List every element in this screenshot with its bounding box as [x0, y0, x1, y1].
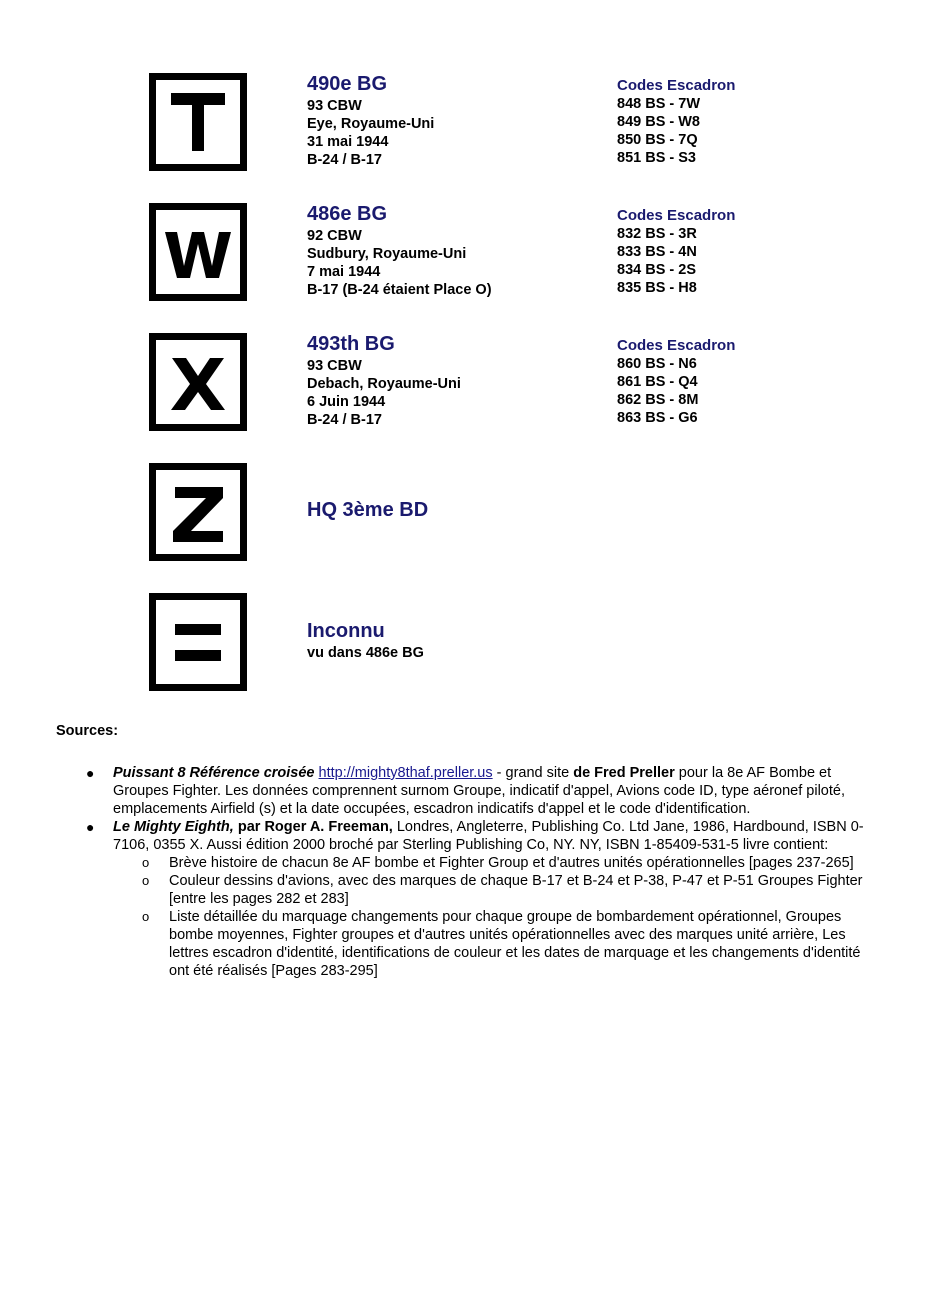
codes-title: Codes Escadron [617, 207, 736, 224]
code-line: 851 BS - S3 [617, 150, 696, 166]
wing-line: 93 CBW [307, 98, 362, 114]
code-line: 834 BS - 2S [617, 262, 696, 278]
letter-x-icon [156, 340, 240, 424]
sub-list-item [142, 872, 878, 908]
code-line: 860 BS - N6 [617, 356, 697, 372]
source-item [86, 764, 878, 818]
date-line: 31 mai 1944 [307, 134, 389, 150]
circle-bullet-icon: o [142, 873, 150, 888]
group-entry-486 [0, 203, 930, 303]
source-title: Puissant 8 Référence croisée [113, 765, 315, 781]
source-author: par Roger A. Freeman, [233, 819, 393, 835]
code-line: 833 BS - 4N [617, 244, 697, 260]
tail-marking-t-emblem [149, 73, 247, 171]
source-title: Le Mighty Eighth, [113, 819, 234, 835]
sources-list [86, 764, 878, 980]
code-line: 863 BS - G6 [617, 410, 698, 426]
aircraft-line: B-17 (B-24 étaient Place O) [307, 282, 492, 298]
source-item [86, 818, 878, 854]
code-line: 850 BS - 7Q [617, 132, 698, 148]
codes-title: Codes Escadron [617, 77, 736, 94]
aircraft-line: B-24 / B-17 [307, 152, 382, 168]
group-info [307, 333, 607, 429]
letter-t-icon [156, 80, 240, 164]
source-text: - grand site [492, 765, 574, 781]
group-entry-490 [0, 73, 930, 173]
sub-item-text: Couleur dessins d'avions, avec des marques de chaque B-17 et B-24 et P-38, P-47 et P-51 Groupes Fighter [entre les pages 282 et 283] [169, 873, 863, 907]
location-line: Eye, Royaume-Uni [307, 116, 435, 132]
code-line: 861 BS - Q4 [617, 374, 698, 390]
group-entry-hq [0, 463, 930, 563]
date-line: 6 Juin 1944 [307, 394, 386, 410]
code-line: 848 BS - 7W [617, 96, 700, 112]
code-line: 835 BS - H8 [617, 280, 697, 296]
squadron-codes [617, 207, 857, 297]
sources-heading: Sources: [56, 723, 119, 739]
sub-item-text: Liste détaillée du marquage changements pour chaque groupe de bombardement opérationnel, Groupes bombe moyennes, Fighter groupes et d'autres unités opérationnelles avec des marques unité arrière, Les lettres escadron d'identité, identifications de couleur et les dates de marquage et les changements d'identité ont été réalisés [Pages 283-295] [169, 909, 861, 979]
group-title: 490e BG [307, 73, 388, 95]
tail-marking-z-emblem [149, 463, 247, 561]
location-line: Sudbury, Royaume-Uni [307, 246, 467, 262]
letter-w-icon [156, 210, 240, 294]
code-line: 849 BS - W8 [617, 114, 700, 130]
sub-list-item [142, 854, 878, 872]
source-link[interactable]: http://mighty8thaf.preller.us [318, 765, 493, 781]
code-line: 862 BS - 8M [617, 392, 699, 408]
sub-item-text: Brève histoire de chacun 8e AF bombe et Fighter Group et d'autres unités opérationnelles [pages 237-265] [169, 855, 854, 871]
group-title: 486e BG [307, 203, 388, 225]
date-line: 7 mai 1944 [307, 264, 381, 280]
equals-sign-icon [156, 600, 240, 684]
group-title: 493th BG [307, 333, 395, 355]
wing-line: 93 CBW [307, 358, 362, 374]
circle-bullet-icon: o [142, 855, 150, 870]
tail-marking-equals-emblem [149, 593, 247, 691]
circle-bullet-icon: o [142, 909, 150, 924]
group-entry-unknown [0, 593, 930, 693]
source-text: Londres, Angleterre, Publishing Co. Ltd Jane, 1986, Hardbound, ISBN 0-7106, 0355 X. Aussi édition 2000 broché par Sterling Publishing Co, NY. NY, ISBN 1-85409-531-5 livre contient: [113, 819, 864, 853]
code-line: 832 BS - 3R [617, 226, 697, 242]
group-info [307, 73, 607, 169]
source-author: de Fred Preller [573, 765, 675, 781]
group-entry-493 [0, 333, 930, 433]
group-title: HQ 3ème BD [307, 499, 429, 521]
tail-marking-x-emblem [149, 333, 247, 431]
codes-title: Codes Escadron [617, 337, 736, 354]
squadron-codes [617, 337, 857, 427]
note-line: vu dans 486e BG [307, 645, 424, 661]
sub-list-item [142, 908, 878, 980]
wing-line: 92 CBW [307, 228, 362, 244]
bullet-icon: ● [86, 765, 95, 781]
source-text: pour la 8e AF Bombe et Groupes Fighter. Les données comprennent surnom Groupe, indicatif d'appel, Avions code ID, type aéronef piloté, emplacements Airfield (s) et la date occupées, escadron indicatifs d'appel et le code d'identification. [113, 765, 845, 817]
group-info [307, 620, 607, 662]
squadron-codes [617, 77, 857, 167]
location-line: Debach, Royaume-Uni [307, 376, 461, 392]
source-sub-list [113, 854, 878, 980]
tail-marking-w-emblem [149, 203, 247, 301]
bullet-icon: ● [86, 819, 95, 835]
aircraft-line: B-24 / B-17 [307, 412, 382, 428]
letter-z-icon [156, 470, 240, 554]
group-title: Inconnu [307, 620, 385, 642]
group-info [307, 203, 607, 299]
group-info [307, 499, 607, 523]
